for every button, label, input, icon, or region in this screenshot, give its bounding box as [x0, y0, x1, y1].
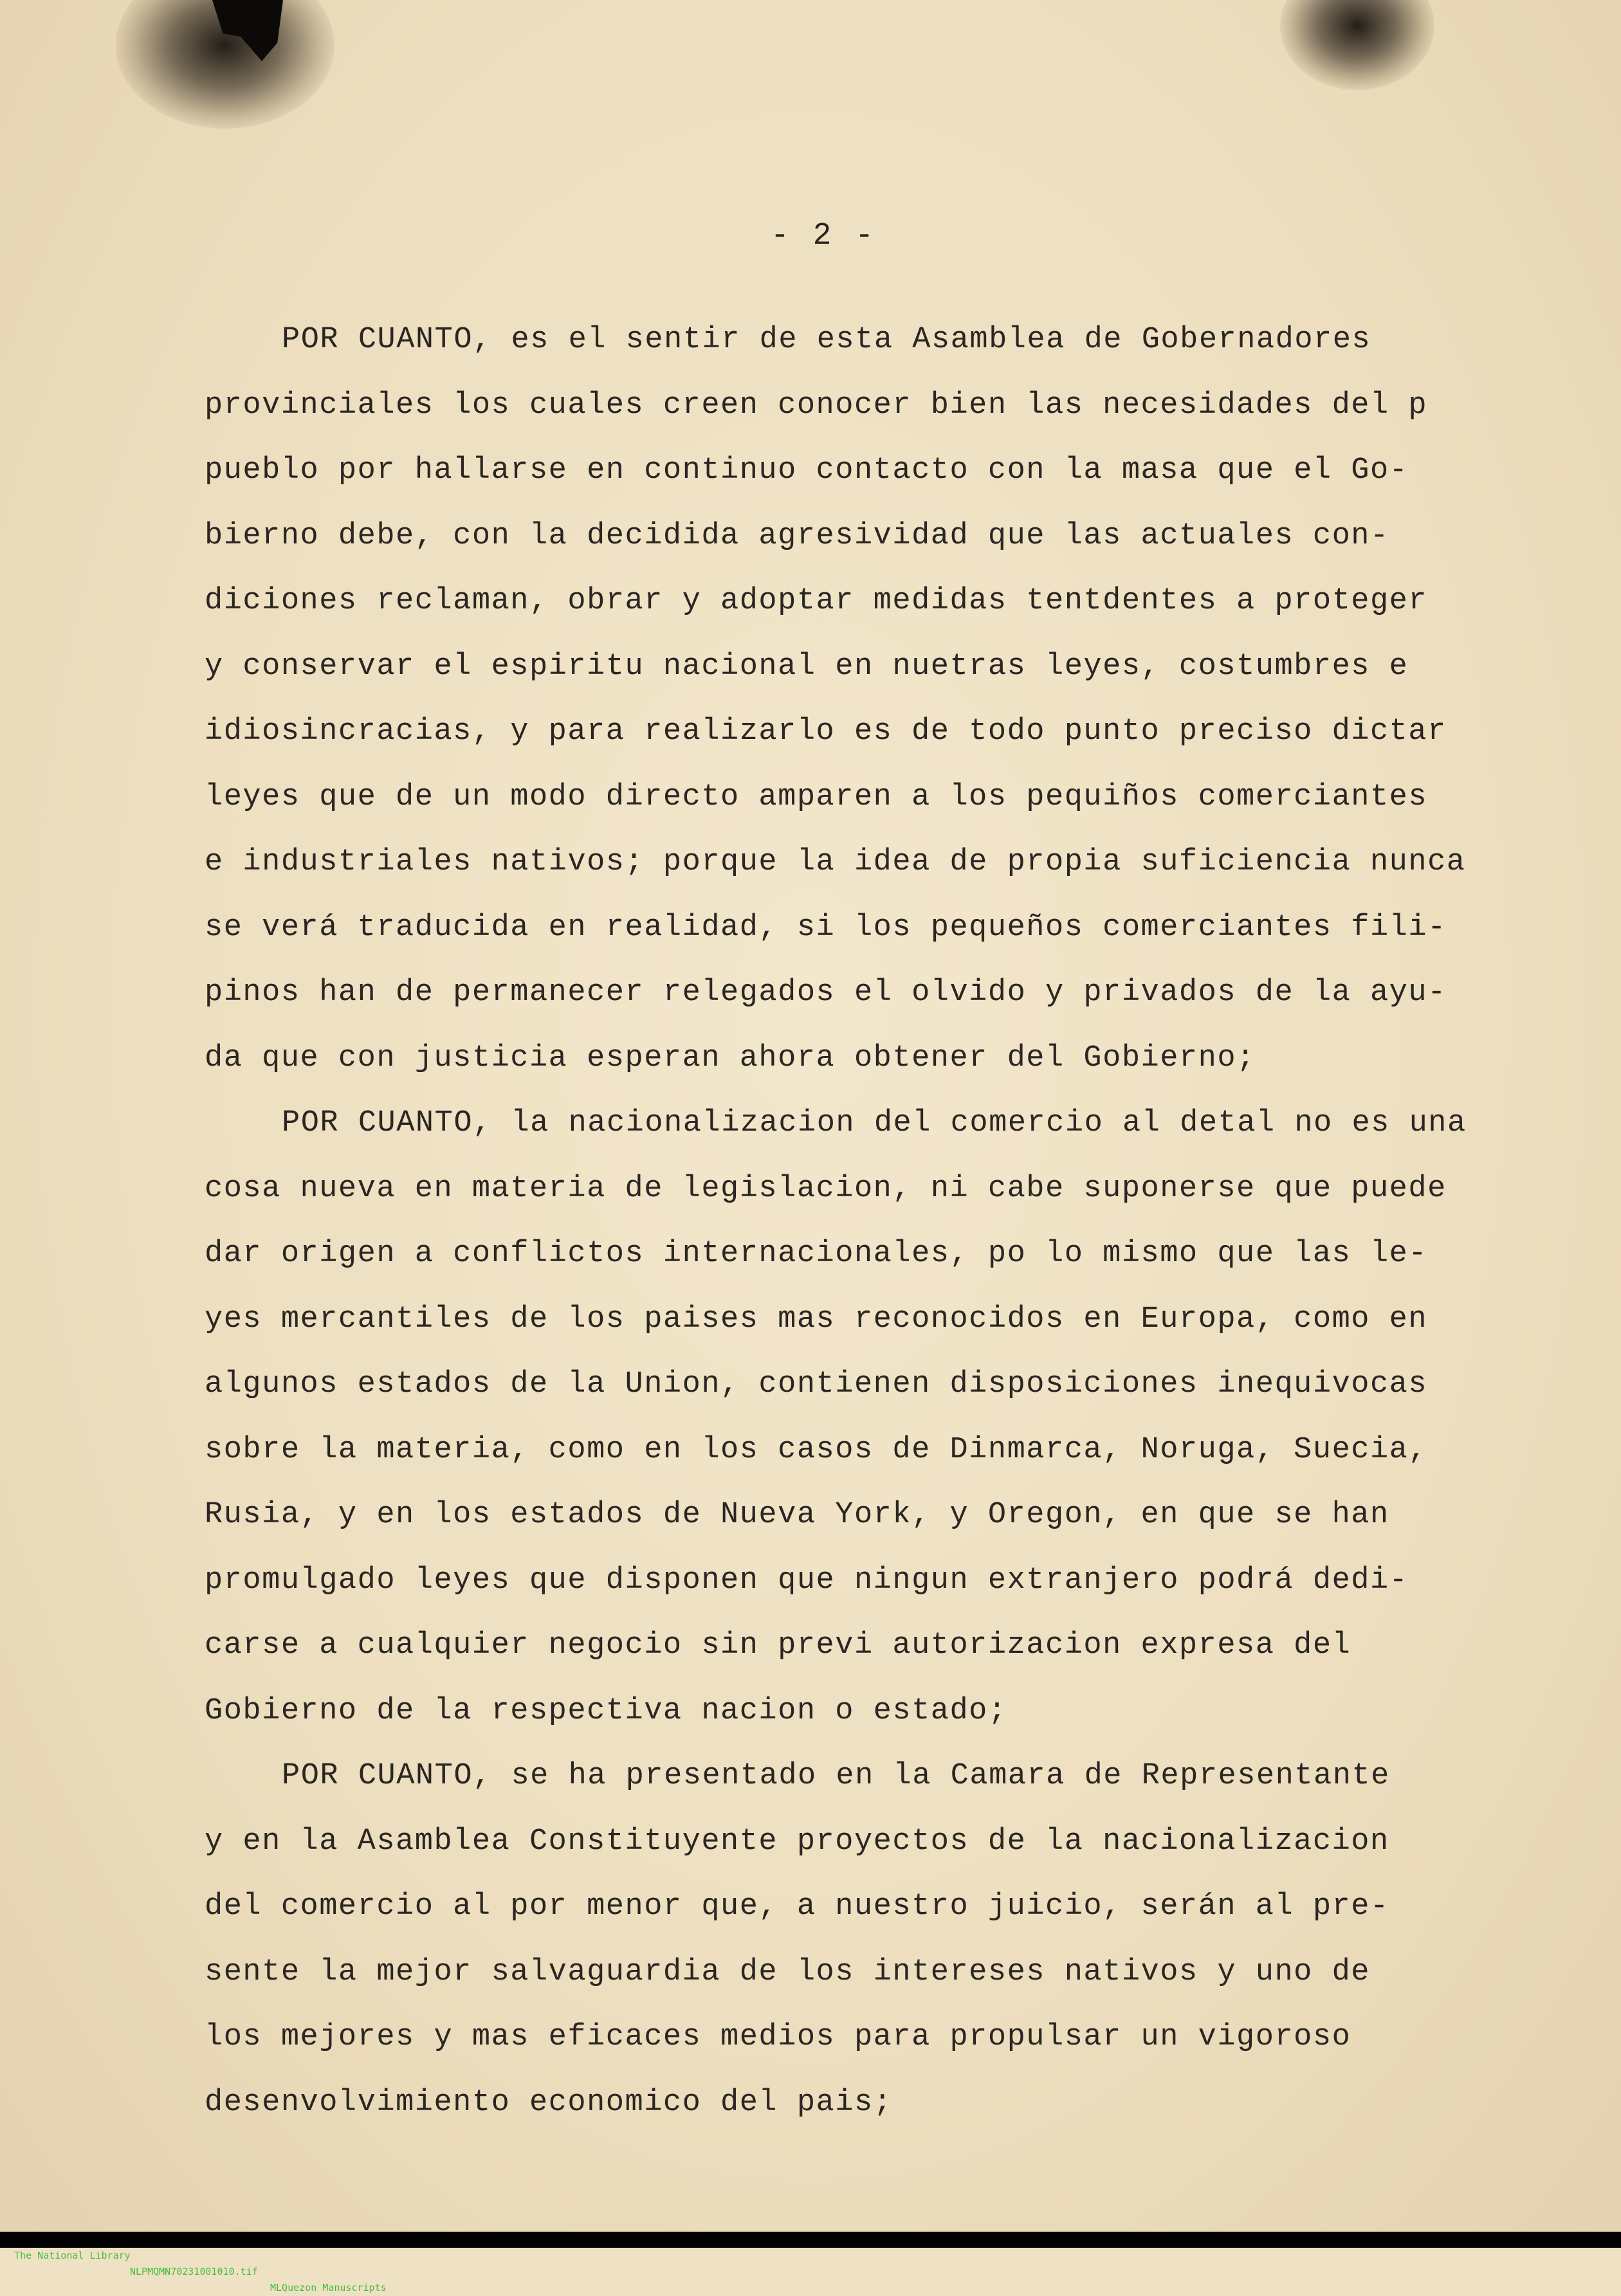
text-line: leyes que de un modo directo amparen a los pequiños comerciantes — [205, 779, 1428, 814]
footer-collection: MLQuezon Manuscripts — [270, 2282, 387, 2293]
text-line: pinos han de permanecer relegados el olvido y privados de la ayu- — [205, 976, 1447, 1010]
text-line: promulgado leyes que disponen que ningun extranjero podrá dedi- — [205, 1563, 1409, 1598]
text-line: da que con justicia esperan ahora obtener del Gobierno; — [205, 1041, 1256, 1075]
text-line: diciones reclaman, obrar y adoptar medidas tentdentes a proteger — [205, 584, 1428, 618]
text-line: algunos estados de la Union, contienen disposiciones inequivocas — [205, 1367, 1428, 1401]
text-line: y en la Asamblea Constituyente proyectos de la nacionalizacion — [205, 1824, 1389, 1859]
footer-file: NLPMQMN70231001010.tif — [130, 2266, 258, 2277]
text-line: POR CUANTO, la nacionalizacion del comercio al detal no es una — [282, 1106, 1467, 1140]
scan-footer-bar — [0, 2232, 1621, 2293]
page-number: - 2 - — [770, 219, 877, 253]
text-line: y conservar el espiritu nacional en nuetras leyes, costumbres e — [205, 649, 1409, 684]
text-line: pueblo por hallarse en continuo contacto con la masa que el Go- — [205, 453, 1409, 487]
text-line: bierno debe, con la decidida agresividad que las actuales con- — [205, 518, 1389, 553]
text-line: POR CUANTO, se ha presentado en la Camara de Representante — [282, 1759, 1390, 1793]
stain-mark-right — [1280, 0, 1434, 90]
text-line: POR CUANTO, es el sentir de esta Asamblea de Gobernadores — [282, 323, 1371, 357]
text-line: cosa nueva en materia de legislacion, ni cabe suponerse que puede — [205, 1171, 1447, 1206]
text-line: dar origen a conflictos internacionales, po lo mismo que las le- — [205, 1237, 1428, 1271]
text-line: desenvolvimiento economico del pais; — [205, 2085, 893, 2120]
text-line: e industriales nativos; porque la idea de propia suficiencia nunca — [205, 845, 1466, 879]
text-line: idiosincracias, y para realizarlo es de todo punto preciso dictar — [205, 715, 1447, 749]
text-line: Rusia, y en los estados de Nueva York, y Oregon, en que se han — [205, 1498, 1389, 1532]
text-line: carse a cualquier negocio sin previ autorizacion expresa del — [205, 1628, 1351, 1663]
text-line: los mejores y mas eficaces medios para propulsar un vigoroso — [205, 2020, 1351, 2054]
text-line: yes mercantiles de los paises mas reconocidos en Europa, como en — [205, 1302, 1428, 1336]
text-line: sente la mejor salvaguardia de los intereses nativos y uno de — [205, 1954, 1370, 1989]
text-line: Gobierno de la respectiva nacion o estado; — [205, 1693, 1007, 1728]
document-body — [205, 307, 1530, 2135]
text-line: sobre la materia, como en los casos de Dinmarca, Noruga, Suecia, — [205, 1432, 1428, 1467]
footer-library: The National Library — [14, 2250, 131, 2261]
text-line: del comercio al por menor que, a nuestro juicio, serán al pre- — [205, 1890, 1389, 1924]
text-line: se verá traducida en realidad, si los pequeños comerciantes fili- — [205, 910, 1447, 945]
text-line: provinciales los cuales creen conocer bien las necesidades del p — [205, 388, 1428, 423]
